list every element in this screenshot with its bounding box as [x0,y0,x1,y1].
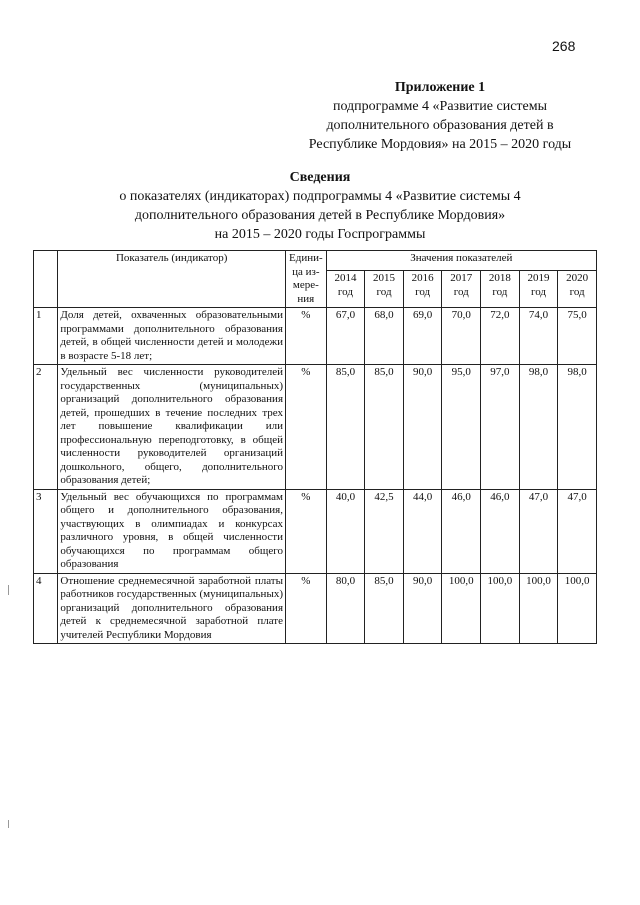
value-cell: 98,0 [558,365,597,490]
value-cell: 85,0 [326,365,365,490]
value-cell: 85,0 [365,573,404,644]
table-row [34,308,597,365]
appendix-line: подпрограмме 4 «Развитие системы [332,99,548,114]
value-cell: 67,0 [326,308,365,365]
value-cell: 69,0 [403,308,442,365]
header-year: 2018 год [481,271,520,308]
header-year: 2019 год [519,271,558,308]
row-number: 3 [34,489,58,573]
value-cell: 72,0 [481,308,520,365]
heading-line: на 2015 – 2020 годы Госпрограммы [214,227,426,242]
scan-mark [8,820,9,828]
appendix-line: Республике Мордовия» на 2015 – 2020 годы [308,137,572,152]
value-cell: 70,0 [442,308,481,365]
table-row [34,489,597,573]
value-cell: 46,0 [442,489,481,573]
heading-line: о показателях (индикаторах) подпрограммы 4 «Развитие системы 4 [119,189,521,204]
value-cell: 100,0 [558,573,597,644]
value-cell: 75,0 [558,308,597,365]
value-cell: 40,0 [326,489,365,573]
indicator-name: Удельный вес численности руководителей государственных (муниципальных) организаций дополнительного образования детей, прошедших в течение последних трех лет повышение квалификации или профессиональную переподготовку, в общей численности руководителей организаций дошкольного, общего, дополнительного образования детей; [58,365,286,490]
table-header-row [34,251,597,271]
value-cell: 95,0 [442,365,481,490]
header-year: 2020 год [558,271,597,308]
document-heading [80,168,560,244]
indicator-name: Отношение среднемесячной заработной платы работников государственных (муниципальных) организаций дополнительного образования детей к среднемесячной заработной плате учителей Республики Мордовия [58,573,286,644]
value-cell: 46,0 [481,489,520,573]
value-cell: 90,0 [403,573,442,644]
value-cell: 100,0 [442,573,481,644]
header-unit: Едини-ца из-мере-ния [286,251,327,308]
value-cell: 68,0 [365,308,404,365]
appendix-line: дополнительного образования детей в [326,118,554,133]
indicators-table [33,250,597,644]
header-year: 2014 год [326,271,365,308]
unit-cell: % [286,365,327,490]
value-cell: 47,0 [519,489,558,573]
header-year: 2015 год [365,271,404,308]
value-cell: 100,0 [481,573,520,644]
value-cell: 74,0 [519,308,558,365]
value-cell: 100,0 [519,573,558,644]
table-row [34,365,597,490]
value-cell: 44,0 [403,489,442,573]
unit-cell: % [286,573,327,644]
value-cell: 80,0 [326,573,365,644]
heading-line: дополнительного образования детей в Республике Мордовия» [134,208,506,223]
row-number: 4 [34,573,58,644]
value-cell: 47,0 [558,489,597,573]
unit-cell: % [286,489,327,573]
header-number-cell [34,251,58,308]
row-number: 2 [34,365,58,490]
unit-cell: % [286,308,327,365]
value-cell: 90,0 [403,365,442,490]
value-cell: 98,0 [519,365,558,490]
value-cell: 42,5 [365,489,404,573]
indicator-name: Удельный вес обучающихся по программам общего и дополнительного образования, участвующих в олимпиадах и конкурсах различного уровня, в общей численности обучающихся по программам общего образования [58,489,286,573]
appendix-title: Приложение 1 [394,80,486,95]
row-number: 1 [34,308,58,365]
scan-mark [8,585,9,595]
table-row [34,573,597,644]
header-year: 2017 год [442,271,481,308]
heading-title: Сведения [289,170,351,185]
header-indicator: Показатель (индикатор) [58,251,286,308]
indicator-name: Доля детей, охваченных образовательными программами дополнительного образования детей, в общей численности детей и молодежи в возрасте 5-18 лет; [58,308,286,365]
value-cell: 97,0 [481,365,520,490]
page-number: 268 [552,38,576,54]
header-values-group: Значения показателей [326,251,596,271]
header-year: 2016 год [403,271,442,308]
value-cell: 85,0 [365,365,404,490]
appendix-block [290,78,590,154]
